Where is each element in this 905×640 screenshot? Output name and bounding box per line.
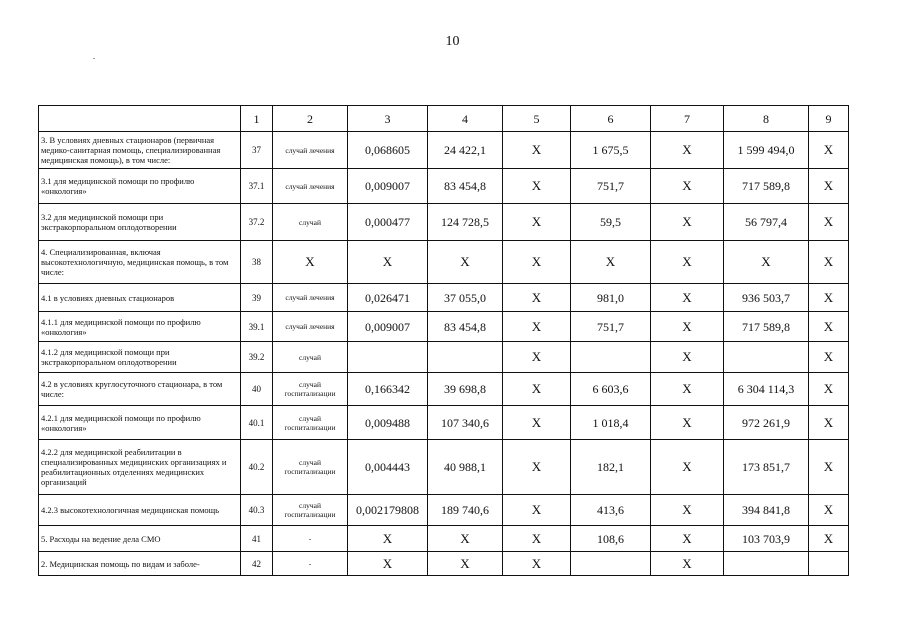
value-cell-8: 56 797,4 — [724, 204, 809, 241]
value-cell-5: X — [503, 552, 571, 576]
unit-cell: случай лечения — [273, 284, 348, 312]
value-cell-8: 972 261,9 — [724, 406, 809, 440]
value-cell-4: 83 454,8 — [428, 312, 503, 342]
header-cell: 3 — [348, 106, 428, 132]
unit-cell: случай госпитализации — [273, 495, 348, 526]
value-cell-6: 751,7 — [571, 169, 651, 204]
header-row — [39, 106, 849, 132]
header-cell: 8 — [724, 106, 809, 132]
value-cell-4: 124 728,5 — [428, 204, 503, 241]
value-cell-6: 6 603,6 — [571, 373, 651, 406]
header-cell: 9 — [809, 106, 849, 132]
value-cell-3: 0,026471 — [348, 284, 428, 312]
table-row — [39, 312, 849, 342]
table-row — [39, 241, 849, 284]
value-cell-6: 981,0 — [571, 284, 651, 312]
data-table — [38, 105, 849, 576]
value-cell-9: X — [809, 440, 849, 495]
value-cell-4: X — [428, 241, 503, 284]
value-cell-6: X — [571, 241, 651, 284]
row-name: 3. В условиях дневных стационаров (первичная медико-санитарная помощь, специализированная медицинская помощь), в том числе: — [39, 132, 241, 169]
value-cell-7: X — [651, 284, 724, 312]
value-cell-6: 1 675,5 — [571, 132, 651, 169]
value-cell-8 — [724, 342, 809, 373]
value-cell-8: 717 589,8 — [724, 169, 809, 204]
row-name: 5. Расходы на ведение дела СМО — [39, 526, 241, 552]
row-name: 3.1 для медицинской помощи по профилю «онкология» — [39, 169, 241, 204]
unit-cell: случай лечения — [273, 312, 348, 342]
unit-cell: - — [273, 552, 348, 576]
value-cell-9: X — [809, 132, 849, 169]
value-cell-7: X — [651, 526, 724, 552]
value-cell-3: X — [348, 241, 428, 284]
table-row — [39, 552, 849, 576]
value-cell-8: 717 589,8 — [724, 312, 809, 342]
row-name: 3.2 для медицинской помощи при экстракорпоральном оплодотворении — [39, 204, 241, 241]
value-cell-5: X — [503, 284, 571, 312]
value-cell-5: X — [503, 169, 571, 204]
value-cell-7: X — [651, 132, 724, 169]
value-cell-5: X — [503, 373, 571, 406]
value-cell-5: X — [503, 312, 571, 342]
value-cell-3: 0,000477 — [348, 204, 428, 241]
unit-cell: случай госпитализации — [273, 440, 348, 495]
row-code: 41 — [241, 526, 273, 552]
unit-cell: случай — [273, 342, 348, 373]
value-cell-8 — [724, 552, 809, 576]
header-cell: 2 — [273, 106, 348, 132]
value-cell-3: X — [348, 526, 428, 552]
row-code: 39.2 — [241, 342, 273, 373]
row-code: 39.1 — [241, 312, 273, 342]
unit-cell: случай лечения — [273, 169, 348, 204]
value-cell-6 — [571, 552, 651, 576]
value-cell-9: X — [809, 373, 849, 406]
value-cell-8: 394 841,8 — [724, 495, 809, 526]
value-cell-5: X — [503, 204, 571, 241]
scan-speck — [93, 58, 95, 59]
value-cell-3: 0,009007 — [348, 312, 428, 342]
value-cell-9: X — [809, 204, 849, 241]
header-cell — [39, 106, 241, 132]
value-cell-4: 107 340,6 — [428, 406, 503, 440]
row-code: 40.3 — [241, 495, 273, 526]
value-cell-4: X — [428, 552, 503, 576]
value-cell-9: X — [809, 526, 849, 552]
header-cell: 4 — [428, 106, 503, 132]
table-row — [39, 373, 849, 406]
value-cell-6: 413,6 — [571, 495, 651, 526]
row-code: 37.1 — [241, 169, 273, 204]
value-cell-4: 24 422,1 — [428, 132, 503, 169]
table-row — [39, 526, 849, 552]
value-cell-4: 189 740,6 — [428, 495, 503, 526]
header-cell: 1 — [241, 106, 273, 132]
value-cell-8: 6 304 114,3 — [724, 373, 809, 406]
value-cell-6: 108,6 — [571, 526, 651, 552]
value-cell-9: X — [809, 169, 849, 204]
table-row — [39, 284, 849, 312]
value-cell-7: X — [651, 204, 724, 241]
value-cell-6: 182,1 — [571, 440, 651, 495]
value-cell-4: 39 698,8 — [428, 373, 503, 406]
value-cell-8: 173 851,7 — [724, 440, 809, 495]
row-code: 42 — [241, 552, 273, 576]
unit-cell: случай лечения — [273, 132, 348, 169]
value-cell-7: X — [651, 241, 724, 284]
unit-cell: X — [273, 241, 348, 284]
unit-cell: - — [273, 526, 348, 552]
value-cell-3: 0,009007 — [348, 169, 428, 204]
unit-cell: случай — [273, 204, 348, 241]
unit-cell: случай госпитализации — [273, 373, 348, 406]
value-cell-5: X — [503, 440, 571, 495]
value-cell-7: X — [651, 406, 724, 440]
table-row — [39, 406, 849, 440]
row-code: 40.1 — [241, 406, 273, 440]
value-cell-4: 37 055,0 — [428, 284, 503, 312]
value-cell-7: X — [651, 342, 724, 373]
row-name: 4.2.1 для медицинской помощи по профилю «онкология» — [39, 406, 241, 440]
row-name: 4.2 в условиях круглосуточного стационара, в том числе: — [39, 373, 241, 406]
value-cell-8: X — [724, 241, 809, 284]
value-cell-4: X — [428, 526, 503, 552]
row-name: 4.1 в условиях дневных стационаров — [39, 284, 241, 312]
value-cell-7: X — [651, 169, 724, 204]
value-cell-7: X — [651, 495, 724, 526]
value-cell-4: 40 988,1 — [428, 440, 503, 495]
row-code: 37 — [241, 132, 273, 169]
value-cell-9: X — [809, 312, 849, 342]
row-code: 40.2 — [241, 440, 273, 495]
table-row — [39, 495, 849, 526]
value-cell-6: 1 018,4 — [571, 406, 651, 440]
row-code: 38 — [241, 241, 273, 284]
row-name: 4.2.3 высокотехнологичная медицинская помощь — [39, 495, 241, 526]
value-cell-6: 59,5 — [571, 204, 651, 241]
table-row — [39, 342, 849, 373]
row-name: 4.1.2 для медицинской помощи при экстракорпоральном оплодотворении — [39, 342, 241, 373]
value-cell-8: 103 703,9 — [724, 526, 809, 552]
table-row — [39, 132, 849, 169]
value-cell-3: 0,002179808 — [348, 495, 428, 526]
value-cell-9: X — [809, 241, 849, 284]
table-row — [39, 204, 849, 241]
value-cell-4 — [428, 342, 503, 373]
row-code: 39 — [241, 284, 273, 312]
value-cell-5: X — [503, 526, 571, 552]
value-cell-5: X — [503, 342, 571, 373]
value-cell-8: 936 503,7 — [724, 284, 809, 312]
table-row — [39, 169, 849, 204]
value-cell-7: X — [651, 440, 724, 495]
value-cell-3 — [348, 342, 428, 373]
table-row — [39, 440, 849, 495]
value-cell-9: X — [809, 284, 849, 312]
value-cell-4: 83 454,8 — [428, 169, 503, 204]
header-cell: 7 — [651, 106, 724, 132]
header-cell: 5 — [503, 106, 571, 132]
value-cell-7: X — [651, 373, 724, 406]
value-cell-3: 0,166342 — [348, 373, 428, 406]
value-cell-3: 0,068605 — [348, 132, 428, 169]
value-cell-7: X — [651, 312, 724, 342]
row-name: 2. Медицинская помощь по видам и заболе- — [39, 552, 241, 576]
value-cell-3: X — [348, 552, 428, 576]
value-cell-6 — [571, 342, 651, 373]
value-cell-3: 0,009488 — [348, 406, 428, 440]
row-code: 37.2 — [241, 204, 273, 241]
value-cell-9: X — [809, 406, 849, 440]
value-cell-3: 0,004443 — [348, 440, 428, 495]
row-name: 4.1.1 для медицинской помощи по профилю «онкология» — [39, 312, 241, 342]
value-cell-5: X — [503, 495, 571, 526]
value-cell-9: X — [809, 495, 849, 526]
value-cell-8: 1 599 494,0 — [724, 132, 809, 169]
value-cell-5: X — [503, 132, 571, 169]
header-cell: 6 — [571, 106, 651, 132]
value-cell-5: X — [503, 406, 571, 440]
row-name: 4. Специализированная, включая высокотехнологичную, медицинская помощь, в том числе: — [39, 241, 241, 284]
value-cell-6: 751,7 — [571, 312, 651, 342]
value-cell-9 — [809, 552, 849, 576]
value-cell-9: X — [809, 342, 849, 373]
value-cell-7: X — [651, 552, 724, 576]
unit-cell: случай госпитализации — [273, 406, 348, 440]
value-cell-5: X — [503, 241, 571, 284]
page-number: 10 — [445, 34, 460, 49]
row-code: 40 — [241, 373, 273, 406]
row-name: 4.2.2 для медицинской реабилитации в специализированных медицинских организациях и реабилитационных отделениях медицинских организаций — [39, 440, 241, 495]
